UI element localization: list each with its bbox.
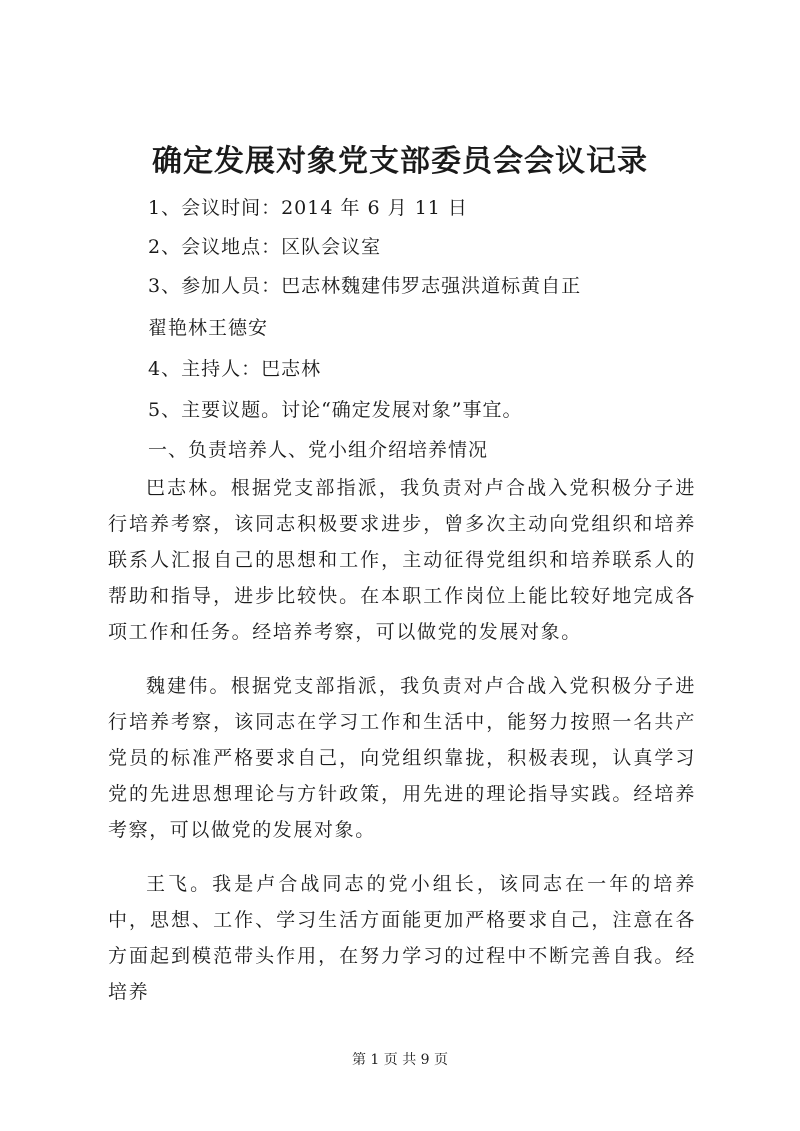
paragraph-ba-zhilin: 巴志林。根据党支部指派，我负责对卢合战入党积极分子进行培养考察，该同志积极要求进步，曾多次主动向党组织和培养联系人汇报自己的思想和工作，主动征得党组织和培养联系人的帮助和指导，进步比较快。在本职工作岗位上能比较好地完成各项工作和任务。经培养考察，可以做党的发展对象。 (108, 477, 696, 643)
attendees-continued-line: 翟艳林王德安 (148, 317, 269, 339)
host-line: 4、主持人：巴志林 (148, 358, 322, 380)
meeting-time-line: 1、会议时间：2014 年 6 月 11 日 (148, 197, 468, 219)
section-heading: 一、负责培养人、党小组介绍培养情况 (148, 439, 489, 461)
paragraph-wei-jianwei: 魏建伟。根据党支部指派，我负责对卢合战入党积极分子进行培养考察，该同志在学习工作和生活中，能努力按照一名共产党员的标准严格要求自己，向党组织靠拢，积极表现，认真学习党的先进思想理论与方针政策，用先进的理论指导实践。经培养考察，可以做党的发展对象。 (108, 675, 696, 841)
agenda-line: 5、主要议题。讨论“确定发展对象”事宜。 (148, 399, 523, 421)
page-title: 确定发展对象党支部委员会会议记录 (152, 144, 648, 179)
page-footer: 第 1 页 共 9 页 (351, 1052, 449, 1068)
meeting-location-line: 2、会议地点：区队会议室 (148, 236, 382, 258)
paragraph-wang-fei: 王飞。我是卢合战同志的党小组长，该同志在一年的培养中，思想、工作、学习生活方面能更加严格要求自己，注意在各方面起到模范带头作用，在努力学习的过程中不断完善自我。经培养 (108, 873, 696, 1003)
attendees-line: 3、参加人员：巴志林魏建伟罗志强洪道标黄自正 (148, 275, 582, 297)
